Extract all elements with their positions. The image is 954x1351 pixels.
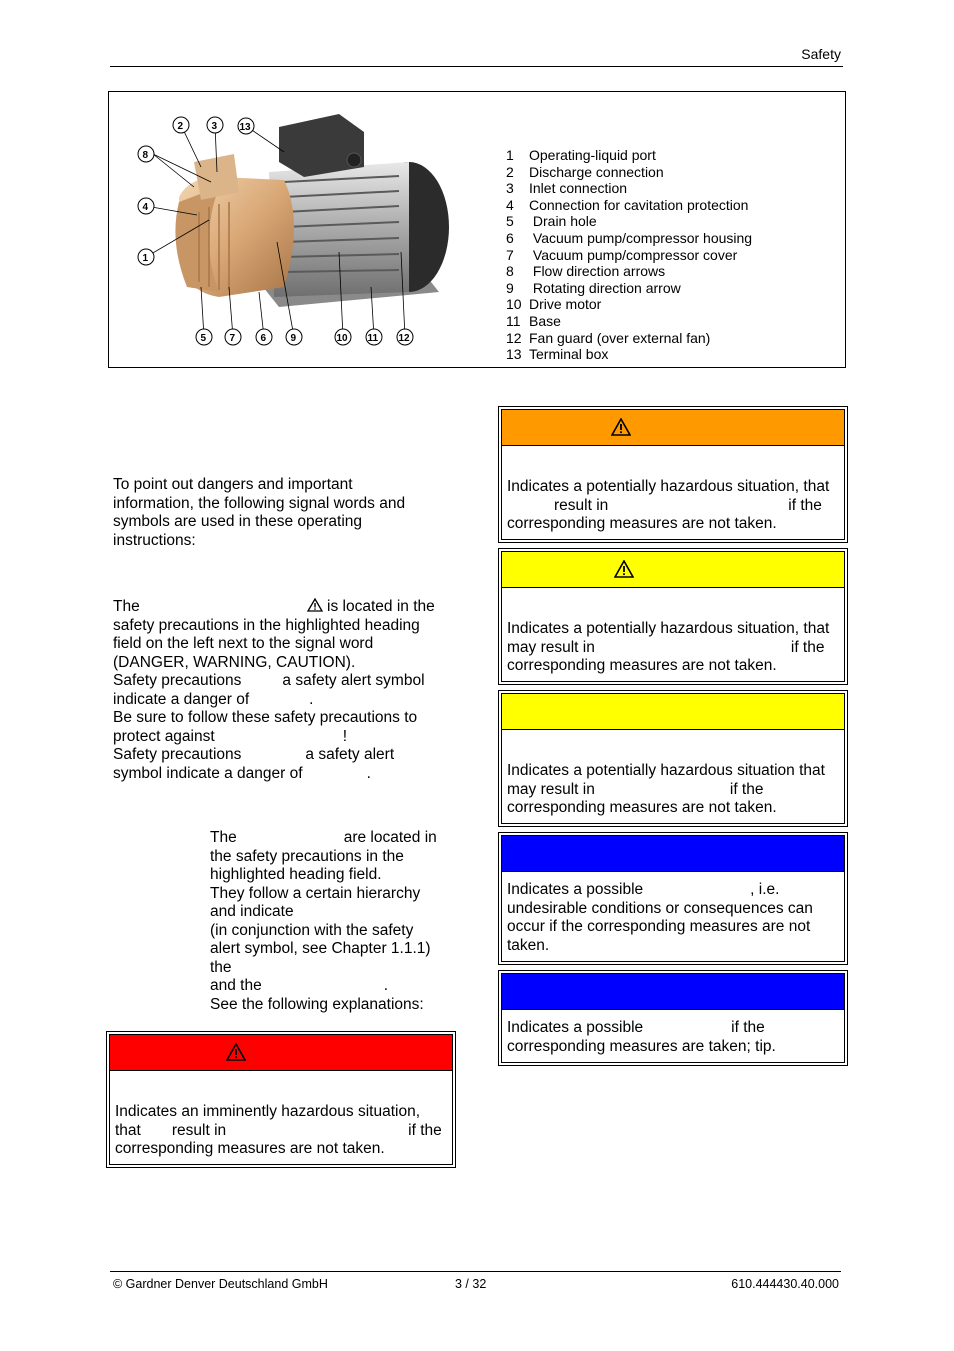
warning-triangle-icon	[226, 1043, 246, 1061]
alert-symbol-paragraph: The is located in the safety precautions in the highlighted heading field on the left next to the signal word (DANGER, WARNING, CAUTION). Safety precautions a safety alert symbol indicate a danger of . Be sure to follow these safety precautions to protect against ! Safety precautions a safety alert symbol indicate a danger of .	[113, 598, 435, 782]
signal-words-paragraph: The are located in the safety precautions in the highlighted heading field. They follow a certain hierarchy and indicate (in conjunction with the safety alert symbol, see Chapter 1.1.1) the and the . See the following explanations:	[210, 829, 437, 1013]
svg-text:1: 1	[142, 253, 149, 264]
legend-item: 12 Fan guard (over external fan)	[506, 329, 711, 346]
callout-3	[207, 117, 223, 133]
info-box	[498, 970, 848, 1066]
footer-company: © Gardner Denver Deutschland GmbH	[113, 1277, 328, 1291]
callout-1	[138, 249, 154, 265]
svg-text:8: 8	[142, 150, 149, 161]
warning-heading-bar	[502, 410, 844, 446]
caution-box-personal	[498, 548, 848, 685]
warning-box	[498, 406, 848, 543]
legend-item: 7 Vacuum pump/compressor cover	[506, 246, 738, 263]
terminal-box-shape	[279, 114, 364, 177]
header-rule	[110, 66, 843, 67]
svg-text:3: 3	[211, 121, 218, 132]
legend-item: 2 Discharge connection	[506, 163, 664, 180]
callout-11	[366, 329, 382, 345]
legend-item: 11 Base	[506, 312, 561, 329]
danger-box	[106, 1031, 456, 1168]
info-text: Indicates a possible if the corresponding measures are taken; tip.	[507, 1019, 776, 1055]
svg-text:4: 4	[142, 202, 149, 213]
legend-item: 10 Drive motor	[506, 296, 602, 313]
callout-5	[196, 329, 212, 345]
notice-box	[498, 832, 848, 965]
intro-paragraph: To point out dangers and important information, the following signal words and symbols are used in these operating instructions:	[113, 476, 406, 549]
svg-text:2: 2	[177, 121, 184, 132]
warning-triangle-icon	[611, 418, 631, 436]
legend-item: 4 Connection for cavitation protection	[506, 196, 749, 213]
callout-10	[335, 329, 351, 345]
legend-item: 3 Inlet connection	[506, 180, 628, 197]
notice-text: Indicates a possible , i.e. undesirable conditions or consequences can occur if the corresponding measures are not taken.	[507, 881, 813, 954]
danger-text: Indicates an imminently hazardous situation, that result in if the corresponding measures are not taken.	[115, 1103, 442, 1157]
callout-6	[256, 329, 272, 345]
callout-7	[225, 329, 241, 345]
legend-item: 9 Rotating direction arrow	[506, 279, 681, 296]
svg-text:11: 11	[367, 333, 379, 344]
svg-text:6: 6	[260, 333, 267, 344]
pump-illustration	[109, 92, 549, 367]
callout-4	[138, 198, 154, 214]
cable-gland-shape	[347, 153, 361, 167]
callout-8	[138, 146, 154, 162]
callout-2	[173, 117, 189, 133]
callout-9	[286, 329, 302, 345]
warning-triangle-icon	[614, 560, 634, 578]
warning-text: Indicates a potentially hazardous situation, that result in if the corresponding measures are not taken.	[507, 478, 830, 532]
svg-text:10: 10	[336, 333, 348, 344]
footer-document-number: 610.444430.40.000	[731, 1277, 839, 1291]
svg-text:12: 12	[398, 333, 410, 344]
legend-item: 6 Vacuum pump/compressor housing	[506, 229, 753, 246]
svg-text:7: 7	[229, 333, 236, 344]
svg-text:13: 13	[239, 122, 251, 133]
info-heading-bar	[502, 974, 844, 1010]
callout-12	[397, 329, 413, 345]
header-section-title: Safety	[801, 46, 841, 62]
svg-text:9: 9	[290, 333, 297, 344]
warning-triangle-icon	[307, 598, 323, 612]
caution-box-property	[498, 690, 848, 827]
legend-item: 1 Operating-liquid port	[506, 147, 656, 163]
legend-item: 5 Drain hole	[506, 213, 597, 230]
caution-text: Indicates a potentially hazardous situation that may result in if the corresponding measures are not taken.	[507, 762, 825, 816]
callout-13	[238, 118, 254, 134]
notice-heading-bar	[502, 836, 844, 872]
caution-heading-bar	[502, 694, 844, 730]
figure-legend	[506, 147, 752, 363]
danger-heading-bar	[110, 1035, 452, 1071]
caution-heading-bar	[502, 552, 844, 588]
legend-item: 8 Flow direction arrows	[506, 263, 666, 280]
caution-text: Indicates a potentially hazardous situation, that may result in if the corresponding measures are not taken.	[507, 620, 830, 674]
footer-page-number: 3 / 32	[455, 1277, 487, 1291]
legend-item: 13 Terminal box	[506, 346, 609, 363]
svg-text:5: 5	[200, 333, 207, 344]
footer-rule	[110, 1271, 841, 1272]
